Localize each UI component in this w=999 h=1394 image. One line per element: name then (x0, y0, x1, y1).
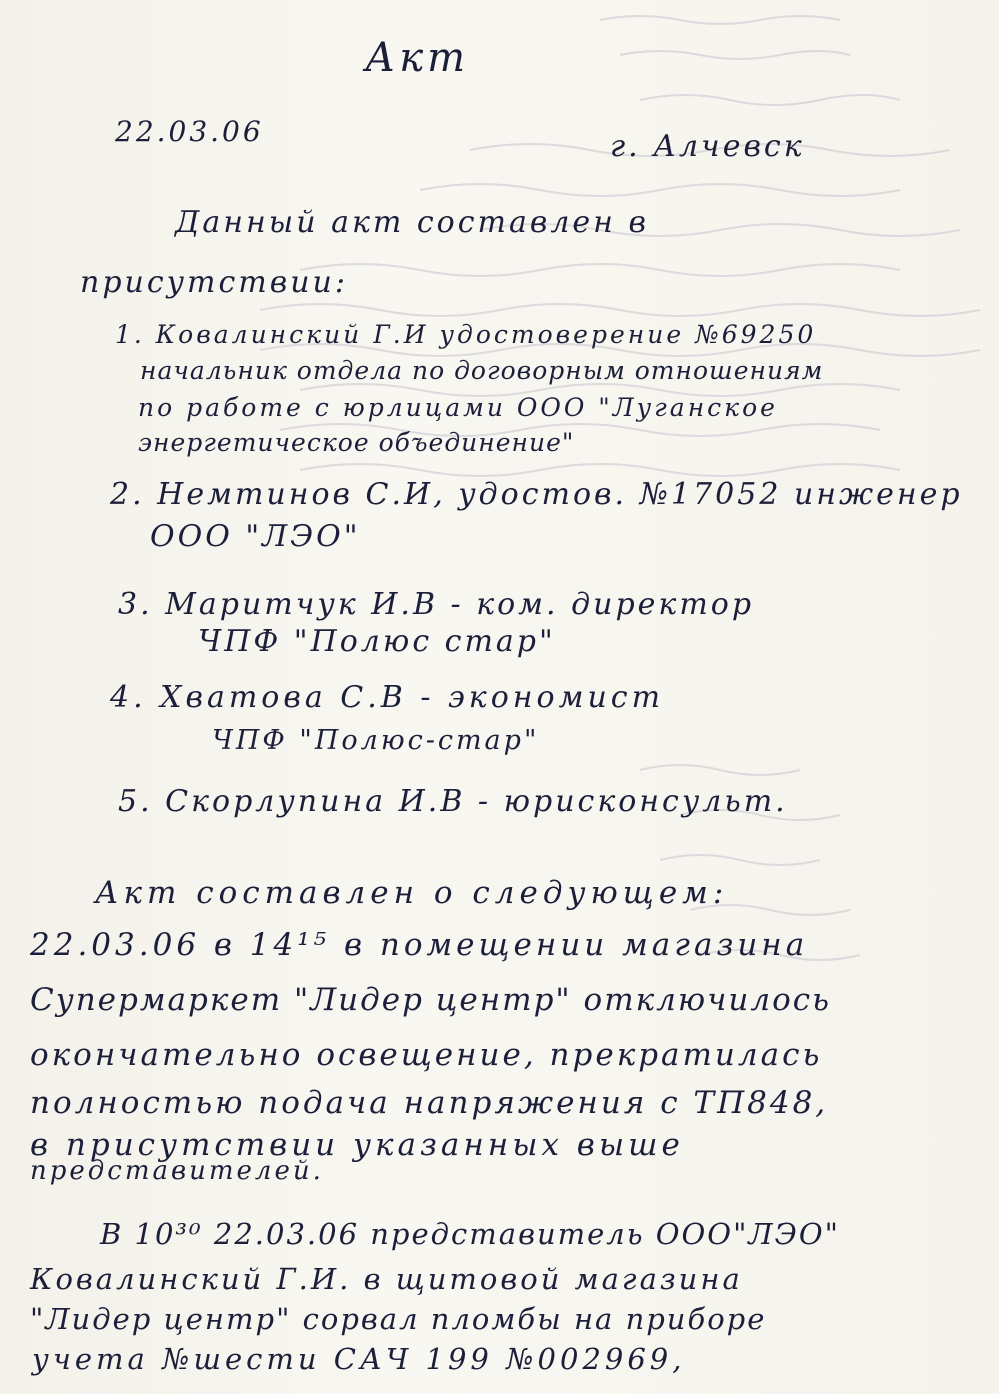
body-line: полностью подача напряжения с ТП848, (30, 1085, 829, 1121)
body-line: представителей. (30, 1156, 324, 1186)
document-date: 22.03.06 (115, 115, 264, 148)
body-line: Ковалинский Г.И. в щитовой магазина (30, 1262, 743, 1296)
body-line: в присутствии указанных выше (30, 1127, 684, 1163)
body-line: В 10³⁰ 22.03.06 представитель ООО"ЛЭО" (100, 1217, 840, 1251)
participant-line: 3. Маритчук И.В - ком. директор (118, 587, 755, 622)
participant-line: ЧПФ "Полюс стар" (198, 624, 556, 659)
document-title: Акт (365, 35, 470, 81)
participant-line: 4. Хватова С.В - экономист (110, 680, 665, 715)
body-line: окончательно освещение, прекратилась (30, 1037, 823, 1073)
participant-line: 2. Немтинов С.И, удостов. №17052 инженер (110, 477, 963, 512)
body-line: учета №шести САЧ 199 №002969, (32, 1342, 686, 1376)
participant-line: 5. Скорлупина И.В - юрисконсульт. (118, 784, 788, 819)
participant-line: энергетическое объединение" (138, 428, 575, 457)
participant-line: ООО "ЛЭО" (150, 519, 361, 554)
participant-line: ЧПФ "Полюс-стар" (212, 725, 540, 756)
body-line: Супермаркет "Лидер центр" отключилось (30, 982, 832, 1018)
body-line: 22.03.06 в 14¹⁵ в помещении магазина (30, 927, 809, 963)
participant-line: начальник отдела по договорным отношениям (140, 356, 824, 385)
body-line: Акт составлен о следующем: (95, 875, 729, 911)
intro-line: Данный акт составлен в (175, 205, 649, 240)
body-line: "Лидер центр" сорвал пломбы на приборе (30, 1302, 767, 1336)
participant-line: по работе с юрлицами ООО "Луганское (138, 393, 778, 422)
document-city: г. Алчевск (610, 129, 805, 164)
participant-line: 1. Ковалинский Г.И удостоверение №69250 (115, 320, 817, 349)
intro-line: присутствии: (80, 265, 348, 300)
